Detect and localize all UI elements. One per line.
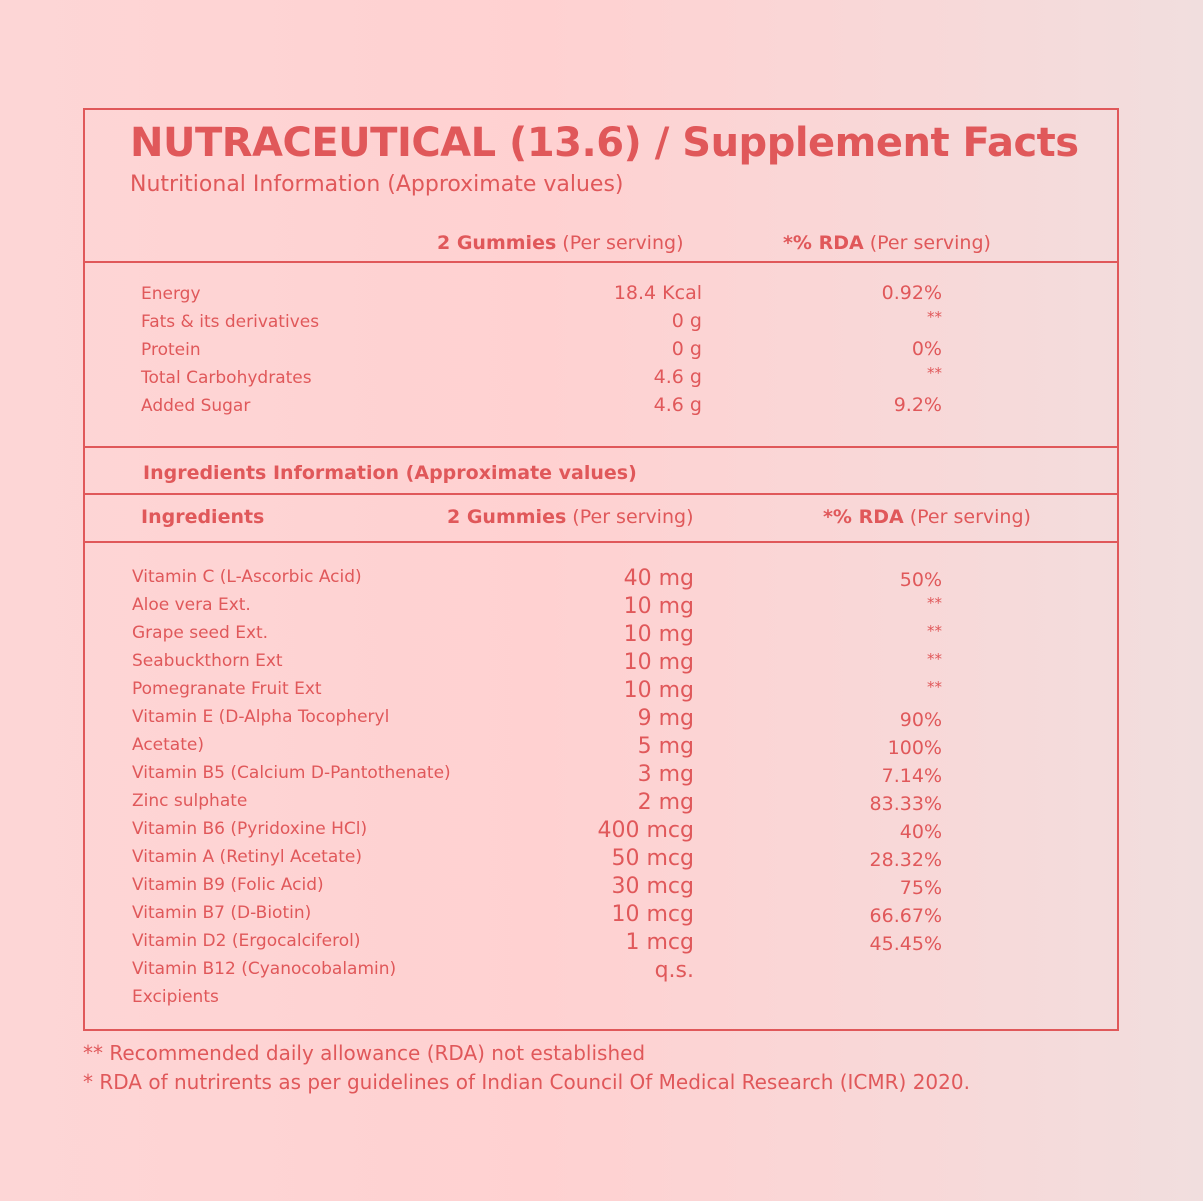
ingredient-name: Zinc sulphate — [132, 791, 248, 811]
divider — [85, 493, 1117, 495]
ingredient-amount: 1 mcg — [625, 930, 694, 955]
ingredient-rda: ** — [927, 594, 942, 612]
nutrition-subtitle: Nutritional Information (Approximate values) — [130, 172, 624, 197]
ingredient-name: Vitamin C (L-Ascorbic Acid) — [132, 567, 362, 587]
ingredient-name: Excipients — [132, 987, 219, 1007]
ingredient-rda: 45.45% — [869, 933, 942, 955]
ingredient-amount: 10 mg — [623, 678, 694, 703]
nutrient-rda: 0% — [911, 338, 942, 360]
ingredient-name: Vitamin B7 (D-Biotin) — [132, 903, 312, 923]
amount-header-rest: (Per serving) — [556, 232, 684, 254]
ingredient-name: Grape seed Ext. — [132, 623, 269, 643]
ingredient-name: Aloe vera Ext. — [132, 595, 251, 615]
ingredient-amount: 10 mg — [623, 622, 694, 647]
ingredient-amount: 5 mg — [637, 734, 694, 759]
ingredient-rda: 7.14% — [881, 765, 942, 787]
footnote-icmr: * RDA of nutrirents as per guidelines of Indian Council Of Medical Research (ICMR) 2020. — [83, 1070, 970, 1094]
nutrient-name: Protein — [141, 340, 201, 360]
nutrition-amount-header — [437, 232, 683, 254]
page-title: NUTRACEUTICAL (13.6) / Supplement Facts — [130, 120, 1079, 166]
footnote-rda-not-established: ** Recommended daily allowance (RDA) not established — [83, 1041, 646, 1065]
ingredient-rda: ** — [927, 650, 942, 668]
ingredient-amount: 50 mcg — [611, 846, 694, 871]
ingredient-amount: q.s. — [654, 958, 694, 983]
rda-header-rest: (Per serving) — [863, 232, 991, 254]
ingredient-name: Seabuckthorn Ext — [132, 651, 283, 671]
rda-header-bold: *% RDA — [783, 232, 864, 254]
divider — [85, 541, 1117, 543]
ingredients-section-title: Ingredients Information (Approximate values) — [143, 462, 637, 484]
ingredient-amount: 10 mg — [623, 594, 694, 619]
nutrient-amount: 4.6 g — [653, 366, 702, 388]
divider — [85, 261, 1117, 263]
nutrient-name: Added Sugar — [141, 396, 251, 416]
ingredients-amount-rest: (Per serving) — [566, 506, 694, 528]
supplement-facts-panel — [83, 108, 1119, 1031]
ingredient-rda: ** — [927, 622, 942, 640]
ingredient-amount: 10 mg — [623, 650, 694, 675]
nutrient-name: Fats & its derivatives — [141, 312, 320, 332]
nutrition-rda-header — [783, 232, 991, 254]
nutrient-amount: 0 g — [671, 310, 702, 332]
ingredient-name: Vitamin B5 (Calcium D-Pantothenate) — [132, 763, 451, 783]
amount-header-bold: 2 Gummies — [437, 232, 557, 254]
nutrient-name: Total Carbohydrates — [141, 368, 312, 388]
ingredient-rda: 75% — [899, 877, 942, 899]
ingredient-name: Vitamin B12 (Cyanocobalamin) — [132, 959, 397, 979]
nutrient-rda: 0.92% — [881, 282, 942, 304]
ingredient-amount: 400 mcg — [597, 818, 694, 843]
divider — [85, 446, 1117, 448]
ingredient-name: Acetate) — [132, 735, 204, 755]
nutrient-amount: 18.4 Kcal — [613, 282, 702, 304]
ingredient-amount: 3 mg — [637, 762, 694, 787]
ingredient-rda: 66.67% — [869, 905, 942, 927]
nutrient-amount: 4.6 g — [653, 394, 702, 416]
nutrient-rda: ** — [927, 364, 942, 382]
nutrient-name: Energy — [141, 284, 201, 304]
ingredient-amount: 2 mg — [637, 790, 694, 815]
ingredient-name: Vitamin A (Retinyl Acetate) — [132, 847, 363, 867]
ingredient-rda: 83.33% — [869, 793, 942, 815]
ingredient-rda: 50% — [899, 569, 942, 591]
ingredient-amount: 9 mg — [637, 706, 694, 731]
ingredient-amount: 10 mcg — [611, 902, 694, 927]
ingredient-amount: 40 mg — [623, 566, 694, 591]
ingredient-rda: 40% — [899, 821, 942, 843]
nutrient-rda: 9.2% — [893, 394, 942, 416]
ingredient-name: Vitamin D2 (Ergocalciferol) — [132, 931, 361, 951]
ingredients-rda-header — [823, 506, 1031, 528]
ingredient-rda: 28.32% — [869, 849, 942, 871]
ingredients-amount-bold: 2 Gummies — [447, 506, 567, 528]
ingredients-name-header: Ingredients — [141, 506, 265, 528]
ingredient-rda: ** — [927, 678, 942, 696]
ingredient-rda: 90% — [899, 709, 942, 731]
ingredient-rda: 100% — [887, 737, 942, 759]
ingredients-amount-header — [447, 506, 693, 528]
nutrient-rda: ** — [927, 308, 942, 326]
ingredients-rda-bold: *% RDA — [823, 506, 904, 528]
ingredient-name: Pomegranate Fruit Ext — [132, 679, 322, 699]
ingredient-name: Vitamin E (D-Alpha Tocopheryl — [132, 707, 390, 727]
ingredient-name: Vitamin B6 (Pyridoxine HCl) — [132, 819, 368, 839]
nutrient-amount: 0 g — [671, 338, 702, 360]
ingredient-name: Vitamin B9 (Folic Acid) — [132, 875, 324, 895]
ingredient-amount: 30 mcg — [611, 874, 694, 899]
ingredients-rda-rest: (Per serving) — [903, 506, 1031, 528]
